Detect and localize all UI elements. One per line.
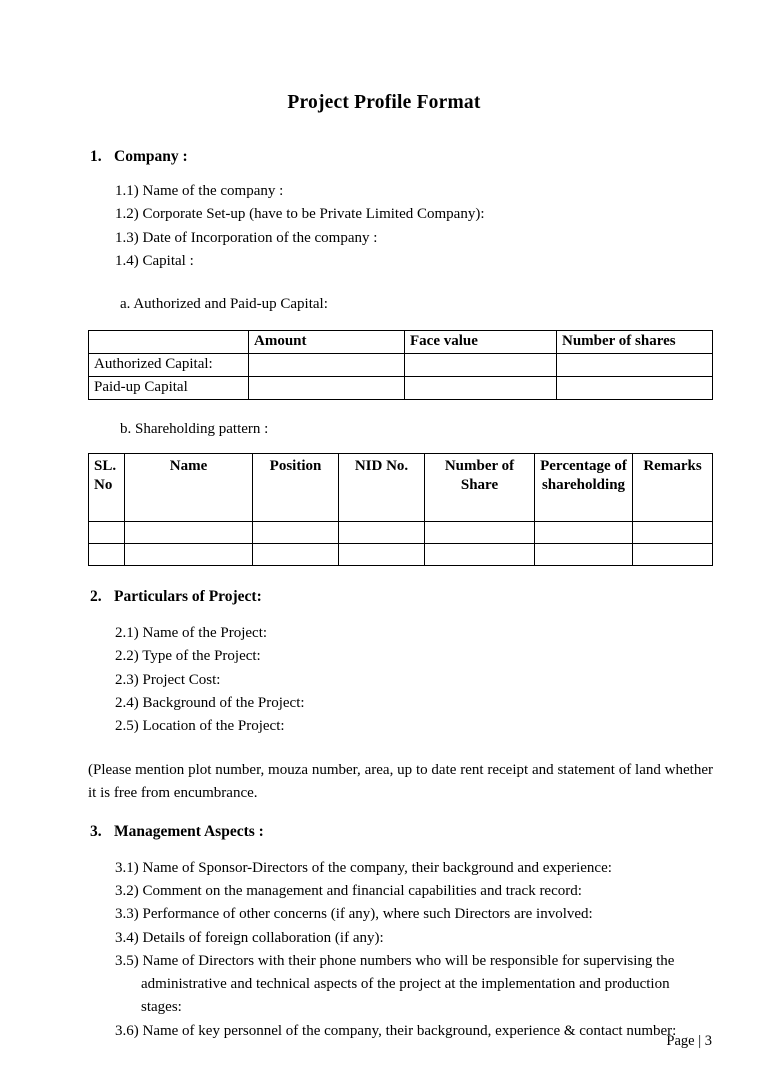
cell-nid-no[interactable]	[339, 544, 425, 566]
column-header-percentage-of-shareholding: Percentage of shareholding	[535, 454, 633, 522]
section-heading-company	[90, 148, 768, 166]
cell-name[interactable]	[125, 522, 253, 544]
cell-name[interactable]	[125, 544, 253, 566]
section-title: Particulars of Project:	[114, 588, 262, 606]
list-item: 3.4) Details of foreign collaboration (if any):	[115, 929, 384, 946]
cell-remarks[interactable]	[633, 544, 713, 566]
table-row	[89, 354, 713, 377]
column-header-nid-no: NID No.	[339, 454, 425, 522]
table-header-row	[89, 331, 713, 354]
column-header-number-of-share: Number of Share	[425, 454, 535, 522]
column-header-blank	[89, 331, 249, 354]
list-item: 2.5) Location of the Project:	[115, 718, 285, 735]
row-label-authorized-capital: Authorized Capital:	[89, 354, 249, 377]
list-item: 1.4) Capital :	[115, 252, 194, 269]
list-item: 3.2) Comment on the management and financial capabilities and track record:	[115, 882, 582, 899]
section-title: Company :	[114, 148, 188, 165]
cell-number-of-shares[interactable]	[557, 354, 713, 377]
cell-number-of-share[interactable]	[425, 522, 535, 544]
cell-face-value[interactable]	[405, 354, 557, 377]
column-header-position: Position	[253, 454, 339, 522]
section-heading-management	[90, 823, 768, 841]
table-row	[89, 377, 713, 400]
capital-table	[88, 330, 713, 400]
column-header-remarks: Remarks	[633, 454, 713, 522]
table-row	[89, 544, 713, 566]
list-item: 2.2) Type of the Project:	[115, 648, 261, 665]
cell-nid-no[interactable]	[339, 522, 425, 544]
cell-amount[interactable]	[249, 354, 405, 377]
list-item: 1.1) Name of the company :	[115, 183, 284, 199]
column-header-name: Name	[125, 454, 253, 522]
list-item: 2.3) Project Cost:	[115, 671, 221, 688]
list-item: 2.1) Name of the Project:	[115, 625, 268, 642]
list-item: 3.3) Performance of other concerns (if any), where such Directors are involved:	[115, 906, 593, 923]
list-item: 2.4) Background of the Project:	[115, 695, 305, 712]
cell-amount[interactable]	[249, 377, 405, 400]
cell-number-of-share[interactable]	[425, 544, 535, 566]
column-header-face-value: Face value	[405, 331, 557, 354]
list-item: 3.5) Name of Directors with their phone numbers who will be responsible for supervising the administrative and technical aspects of the project at the implementation and production stages:	[115, 952, 675, 1016]
capital-table-label: a. Authorized and Paid-up Capital:	[120, 296, 328, 313]
section-title: Management Aspects :	[114, 822, 264, 840]
list-item: 1.3) Date of Incorporation of the company :	[115, 229, 378, 246]
cell-number-of-shares[interactable]	[557, 377, 713, 400]
shareholding-table-label: b. Shareholding pattern :	[120, 421, 269, 438]
page-title: Project Profile Format	[287, 92, 481, 113]
column-header-sl-no: SL. No	[89, 454, 125, 522]
shareholding-table	[88, 453, 713, 566]
cell-percentage[interactable]	[535, 522, 633, 544]
table-header-row	[89, 454, 713, 522]
cell-face-value[interactable]	[405, 377, 557, 400]
cell-remarks[interactable]	[633, 522, 713, 544]
table-row	[89, 522, 713, 544]
list-item: 3.6) Name of key personnel of the company, their background, experience & contact number:	[115, 1022, 677, 1039]
column-header-number-of-shares: Number of shares	[557, 331, 713, 354]
list-item: 3.1) Name of Sponsor-Directors of the company, their background and experience:	[115, 859, 612, 876]
section-number: 3.	[90, 822, 102, 840]
cell-percentage[interactable]	[535, 544, 633, 566]
page-footer: Page | 3	[666, 1033, 712, 1049]
cell-position[interactable]	[253, 522, 339, 544]
section-3-items	[0, 857, 768, 1043]
cell-sl-no[interactable]	[89, 522, 125, 544]
column-header-amount: Amount	[249, 331, 405, 354]
list-item: 1.2) Corporate Set-up (have to be Private Limited Company):	[115, 206, 485, 223]
cell-position[interactable]	[253, 544, 339, 566]
section-heading-particulars	[90, 588, 768, 606]
section-2-items	[0, 622, 768, 738]
section-1-items	[0, 180, 768, 273]
row-label-paid-up-capital: Paid-up Capital	[89, 377, 249, 400]
cell-sl-no[interactable]	[89, 544, 125, 566]
note-paragraph: (Please mention plot number, mouza number, area, up to date rent receipt and statement of land whether it is free from encumbrance.	[88, 761, 713, 801]
section-number: 2.	[90, 588, 102, 606]
section-number: 1.	[90, 148, 102, 165]
